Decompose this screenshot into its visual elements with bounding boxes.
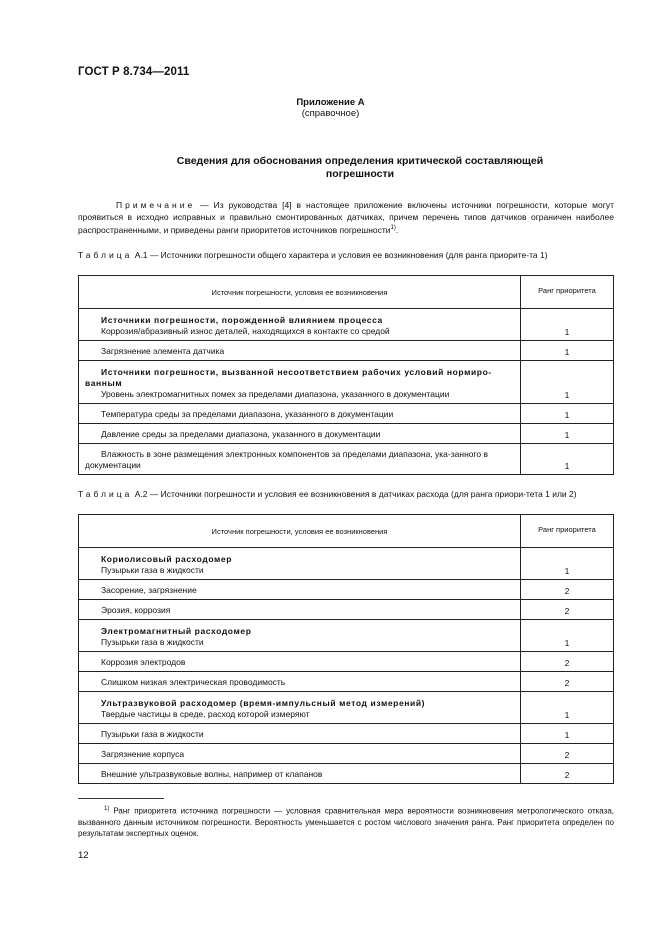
note-label: Примечание: [116, 200, 196, 210]
table-row: [79, 341, 614, 361]
footnote-divider: [78, 798, 164, 799]
row-text: Давление среды за пределами диапазона, указанного в документации: [79, 424, 521, 444]
row-rank: 2: [521, 672, 614, 692]
row-rank: 1: [521, 341, 614, 361]
row-rank: 2: [521, 600, 614, 620]
section-title: [100, 155, 620, 181]
row-text: Влажность в зоне размещения электронных компонентов за пределами диапазона, ука-занного в документации: [85, 449, 489, 470]
table-a1-caption-text: А.1 — Источники погрешности общего характера и условия ее возникновения (для ранга приорите-та 1): [134, 250, 548, 260]
row-text: Пузырьки газа в жидкости: [101, 565, 204, 575]
row-rank: 1: [521, 724, 614, 744]
group-header: Источники погрешности, порожденной влиянием процесса: [101, 315, 383, 325]
table-a1: [78, 275, 614, 475]
note-paragraph: [78, 200, 614, 236]
table-row: [79, 580, 614, 600]
row-text: Твердые частицы в среде, расход которой измеряют: [101, 709, 310, 719]
table-row: [79, 652, 614, 672]
column-header-source: Источник погрешности, условия ее возникновения: [79, 515, 521, 548]
note-text: — Из руководства [4] в настоящее приложение включены источники погрешности, которые могут проявиться в исходно исправных и правильно смонтированных датчиках, причем перечень типов датчиков ограничен наиболее распространенными, и приведены ранги приоритетов источников погрешности: [78, 200, 614, 235]
section-title-line2: погрешности: [325, 168, 395, 180]
row-text: Коррозия электродов: [79, 652, 521, 672]
row-text: Пузырьки газа в жидкости: [101, 637, 204, 647]
row-text: Пузырьки газа в жидкости: [79, 724, 521, 744]
row-rank: 1: [521, 361, 614, 404]
group-header: Источники погрешности, вызванной несоответствием рабочих условий нормиро-ванным: [85, 367, 492, 388]
table-row: [79, 309, 614, 341]
table-row: [79, 620, 614, 652]
table-a1-caption: [78, 250, 614, 261]
table-a1-label: Таблица: [78, 250, 133, 260]
table-row: [79, 424, 614, 444]
table-row: [79, 692, 614, 724]
row-rank: 1: [521, 424, 614, 444]
table-row: [79, 444, 614, 475]
table-a2: [78, 514, 614, 784]
table-row: [79, 404, 614, 424]
row-text: Температура среды за пределами диапазона, указанного в документации: [79, 404, 521, 424]
column-header-rank: Ранг приоритета: [521, 515, 614, 548]
table-a2-label: Таблица: [78, 489, 133, 499]
group-header: Электромагнитный расходомер: [101, 626, 252, 636]
row-rank: 2: [521, 744, 614, 764]
annex-heading: [0, 97, 661, 119]
row-text: Загрязнение корпуса: [79, 744, 521, 764]
row-text: Уровень электромагнитных помех за пределами диапазона, указанного в документации: [101, 389, 450, 399]
footnote-mark: 1): [104, 806, 110, 812]
annex-title: Приложение А: [296, 97, 365, 108]
row-rank: 2: [521, 580, 614, 600]
table-row: [79, 724, 614, 744]
table-row: [79, 600, 614, 620]
group-header: Ультразвуковой расходомер (время-импульсный метод измерений): [101, 698, 426, 708]
row-rank: 1: [521, 692, 614, 724]
table-row: [79, 764, 614, 784]
row-rank: 1: [521, 620, 614, 652]
footnote-text: Ранг приоритета источника погрешности — условная сравнительная мера вероятности возникновения метрологического отказа, вызванного данным источником погрешности. Вероятность уменьшается с ростом числового значения ранга. Ранг приоритета определен по результатам экспертных оценок.: [78, 806, 614, 838]
table-a2-caption-text: А.2 — Источники погрешности и условия ее возникновения в датчиках расхода (для ранга приори-тета 1 или 2): [134, 489, 577, 499]
row-text: Слишком низкая электрическая проводимость: [79, 672, 521, 692]
row-text: Засорение, загрязнение: [79, 580, 521, 600]
annex-subtitle: (справочное): [301, 108, 360, 119]
row-text: Внешние ультразвуковые волны, например от клапанов: [79, 764, 521, 784]
note-end: .: [395, 224, 399, 235]
document-id: ГОСТ Р 8.734—2011: [78, 66, 190, 78]
group-header: Кориолисовый расходомер: [101, 554, 233, 564]
row-rank: 1: [521, 309, 614, 341]
row-text: Эрозия, коррозия: [79, 600, 521, 620]
row-rank: 2: [521, 652, 614, 672]
column-header-source: Источник погрешности, условия ее возникновения: [79, 276, 521, 309]
table-row: [79, 672, 614, 692]
table-row: [79, 744, 614, 764]
row-rank: 1: [521, 404, 614, 424]
row-rank: 2: [521, 764, 614, 784]
footnote: [78, 804, 614, 839]
table-row: [79, 548, 614, 580]
table-header-row: [79, 276, 614, 309]
page-number: 12: [78, 850, 89, 861]
note-footnote-ref[interactable]: 1): [390, 225, 396, 231]
table-header-row: [79, 515, 614, 548]
table-a2-caption: [78, 489, 614, 500]
column-header-rank: Ранг приоритета: [521, 276, 614, 309]
table-row: [79, 361, 614, 404]
row-text: Коррозия/абразивный износ деталей, находящихся в контакте со средой: [101, 326, 390, 336]
row-text: Загрязнение элемента датчика: [79, 341, 521, 361]
section-title-line1: Сведения для обоснования определения критической составляющей: [176, 155, 544, 167]
row-rank: 1: [521, 444, 614, 475]
row-rank: 1: [521, 548, 614, 580]
